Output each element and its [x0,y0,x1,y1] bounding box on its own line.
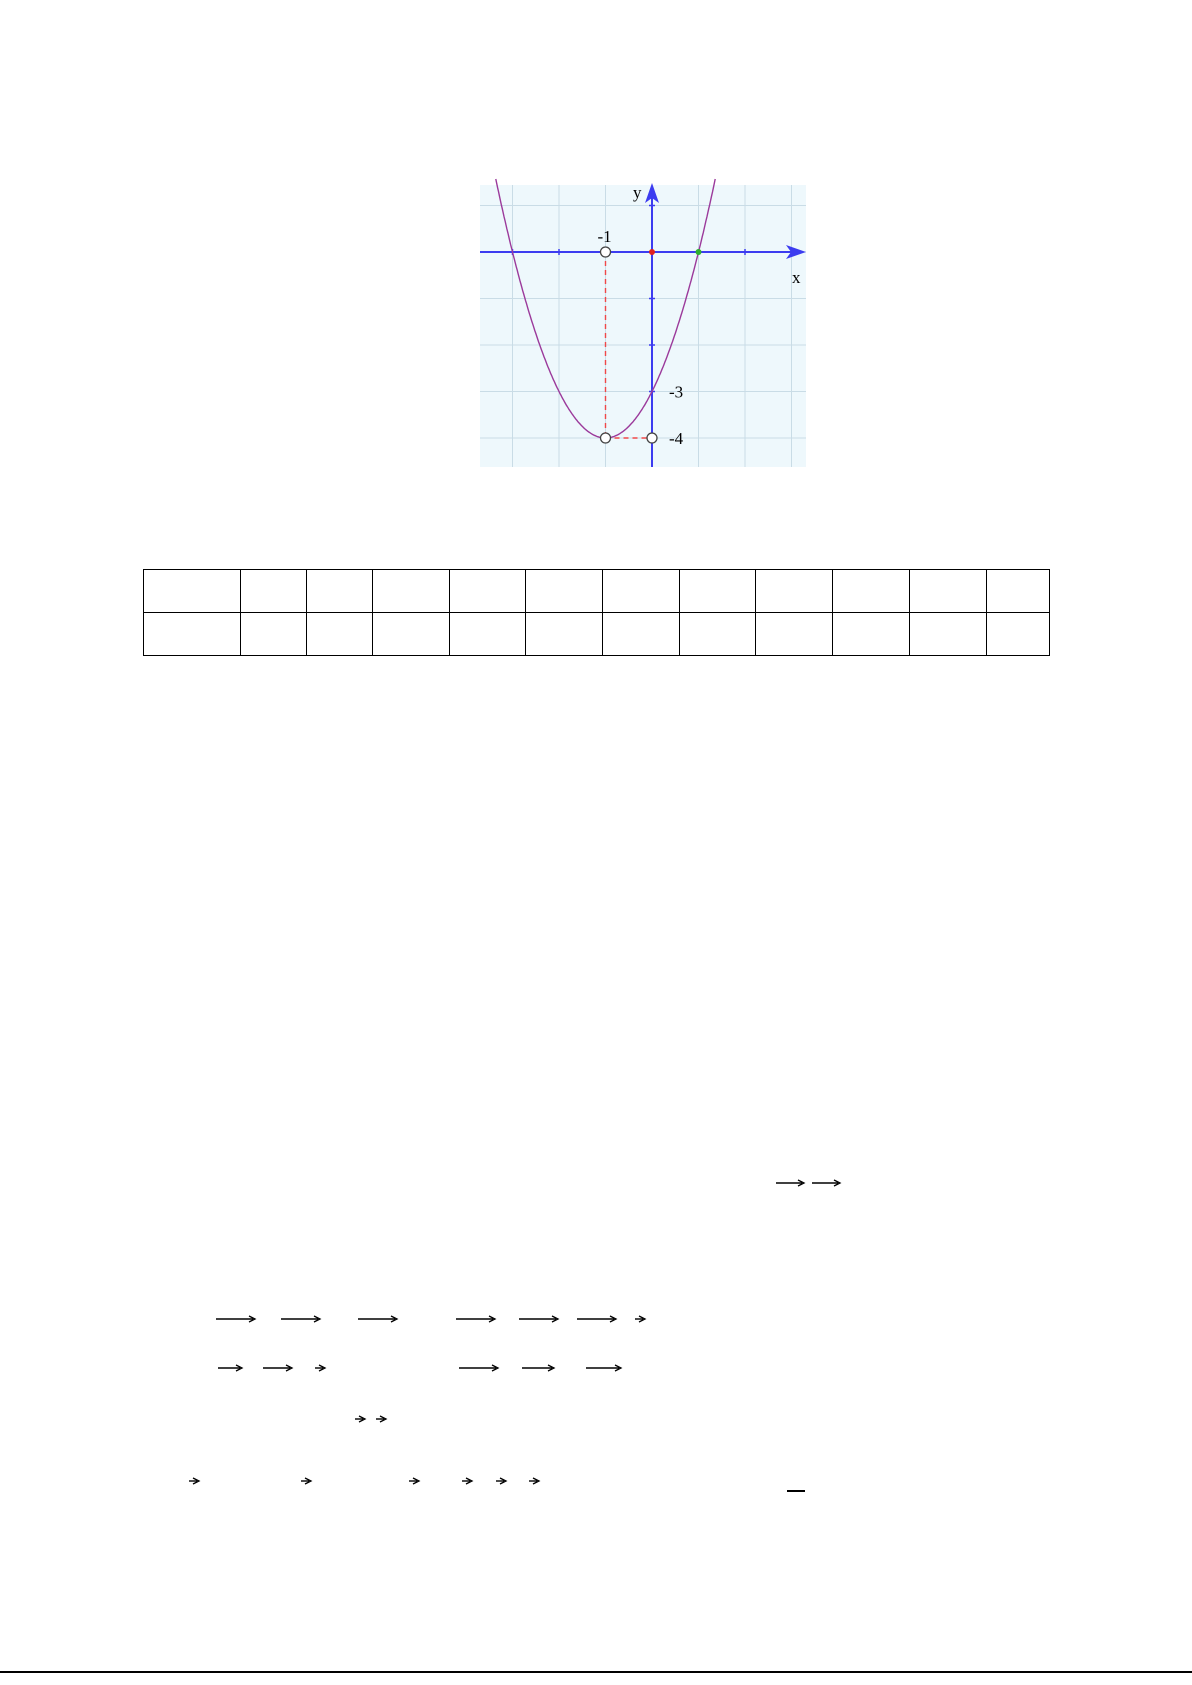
table-cell [833,570,910,613]
vector-arrow-mark [358,1315,397,1323]
vector-arrow-mark [577,1315,616,1323]
table-cell [910,570,987,613]
vertex-x-label: -1 [597,227,612,246]
vector-arrow-mark [462,1477,472,1485]
table-cell [307,570,373,613]
root-point [696,249,702,255]
y-axis-label: y [633,183,642,202]
vector-arrow-mark [459,1364,498,1372]
table-cell [910,613,987,656]
vertex-marker [601,433,611,443]
table-cell [680,570,756,613]
table-cell [603,613,680,656]
vector-arrow-mark [355,1415,365,1423]
vector-arrow-mark [519,1315,558,1323]
table-cell [987,613,1050,656]
table-cell [756,570,833,613]
table-cell [373,570,450,613]
vertex-x-marker [601,247,611,257]
table-cell [526,570,603,613]
parabola-graph-svg [480,177,806,467]
origin-point [649,249,655,255]
vertex-y-label: -4 [669,429,684,448]
y-intercept-label: -3 [669,382,684,402]
vertex-y-marker [647,433,657,443]
answer-table-row [144,613,1050,656]
table-cell [241,613,307,656]
vector-arrow-mark [315,1364,325,1372]
table-cell [144,570,241,613]
table-cell [987,570,1050,613]
vector-arrow-mark [301,1477,311,1485]
table-cell [241,570,307,613]
vector-arrow-mark [812,1179,840,1187]
table-cell [833,613,910,656]
fraction-bar-mark [787,1490,805,1492]
parabola-graph [480,177,806,467]
page-bottom-rule [0,1671,1192,1673]
table-cell [144,613,241,656]
vector-arrow-mark [376,1415,386,1423]
table-cell [450,613,526,656]
vector-arrow-mark [776,1179,804,1187]
x-axis-label: x [792,268,801,287]
vector-arrow-mark [586,1364,621,1372]
graph-background [480,185,806,467]
table-cell [756,613,833,656]
answer-table [143,569,1050,656]
vector-arrow-mark [218,1364,242,1372]
vector-arrow-mark [189,1477,199,1485]
vector-arrow-mark [263,1364,292,1372]
table-cell [450,570,526,613]
table-cell [307,613,373,656]
answer-table-row [144,570,1050,613]
table-cell [603,570,680,613]
table-cell [526,613,603,656]
vector-arrow-mark [522,1364,554,1372]
vector-arrow-mark [529,1477,539,1485]
vector-arrow-mark [281,1315,320,1323]
vector-arrow-mark [216,1315,255,1323]
vector-arrow-mark [635,1315,645,1323]
vector-arrow-mark [496,1477,506,1485]
vector-arrow-mark [409,1477,419,1485]
vector-arrow-mark [456,1315,495,1323]
table-cell [680,613,756,656]
table-cell [373,613,450,656]
